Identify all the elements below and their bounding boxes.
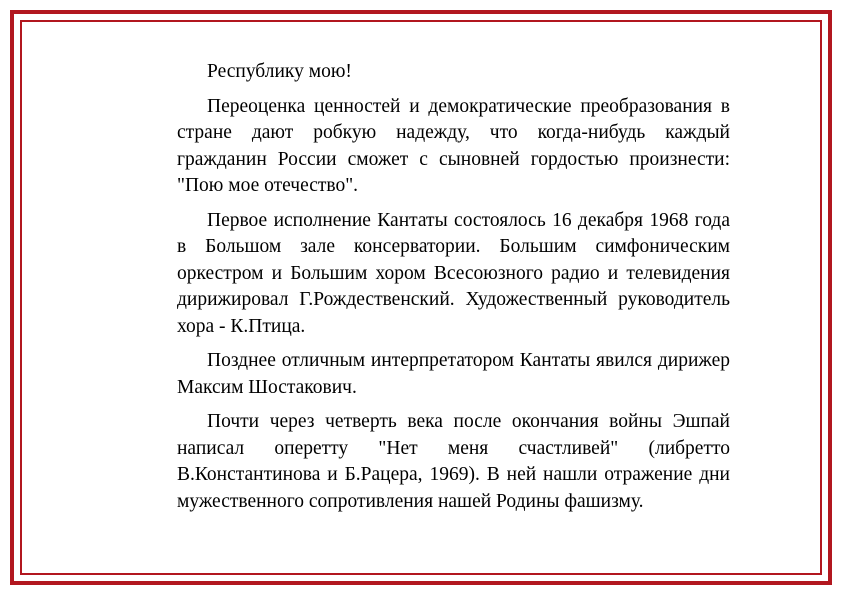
paragraph-first-performance: Первое исполнение Кантаты состоялось 16 декабря 1968 года в Большом зале консерватории. Большим симфоническим оркестром и Большим хором Всесоюзного радио и телевидения дирижировал Г.Рождественский. Художественный руководитель хора - К.Птица.	[177, 209, 730, 337]
paragraph-operetta: Почти через четверть века после окончания войны Эшпай написал оперетту "Нет меня счастливей" (либретто В.Константинова и Б.Рацера, 1969). В ней нашли отражение дни мужественного сопротивления нашей Родины фашизму.	[177, 411, 730, 512]
paragraph-reevaluation: Переоценка ценностей и демократические преобразования в стране дают робкую надежду, что когда-нибудь каждый гражданин России сможет с сыновней гордостью произнести: "Пою мое отечество".	[177, 95, 730, 196]
paragraph-interpreter: Позднее отличным интерпретатором Кантаты явился дирижер Максим Шостакович.	[177, 350, 730, 398]
paragraph-opening: Республику мою!	[207, 61, 352, 82]
document-body	[177, 59, 730, 523]
